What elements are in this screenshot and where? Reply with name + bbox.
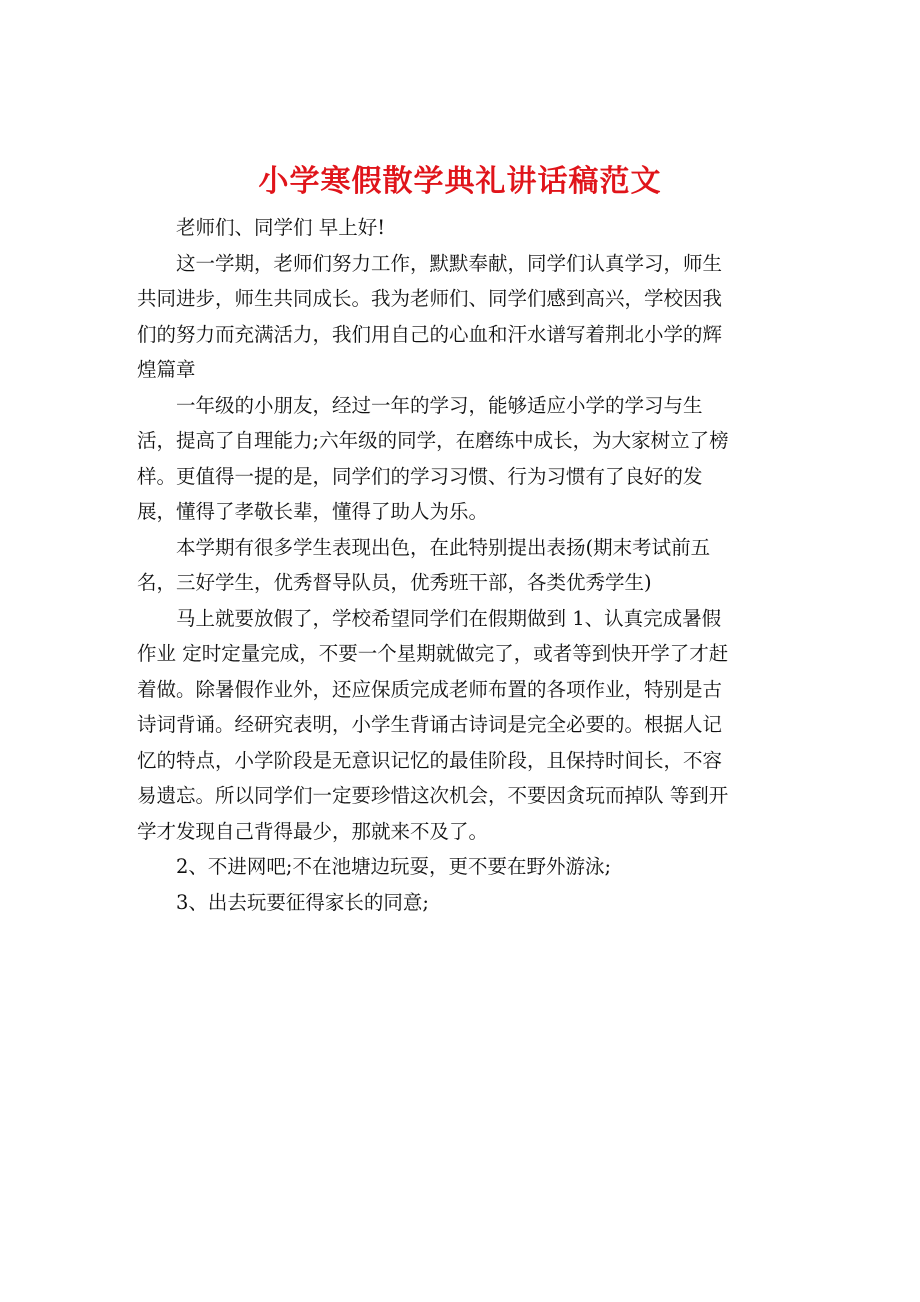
text-line: 本学期有很多学生表现出色，在此特别提出表扬(期末考试前五 xyxy=(176,535,711,559)
text-line: 马上就要放假了，学校希望同学们在假期做到 1、认真完成暑假 xyxy=(176,606,722,630)
text-line: 名，三好学生，优秀督导队员，优秀班干部，各类优秀学生) xyxy=(137,571,652,594)
text-line: 老师们、同学们 早上好! xyxy=(176,216,386,239)
text-line: 3、出去玩要征得家长的同意; xyxy=(176,890,429,914)
paragraph xyxy=(137,246,783,388)
text-line: 活，提高了自理能力;六年级的同学，在磨练中成长，为大家树立了榜 xyxy=(137,429,729,452)
text-line: 一年级的小朋友，经过一年的学习，能够适应小学的学习与生 xyxy=(176,393,703,417)
text-line: 学才发现自己背得最少，那就来不及了。 xyxy=(137,819,489,843)
text-line: 诗词背诵。经研究表明，小学生背诵古诗词是完全必要的。根据人记 xyxy=(137,713,723,736)
text-line: 共同进步，师生共同成长。我为老师们、同学们感到高兴，学校因我 xyxy=(137,287,723,310)
text-line: 们的努力而充满活力，我们用自己的心血和汗水谱写着荆北小学的辉 xyxy=(137,322,723,346)
paragraph xyxy=(137,388,783,530)
document-title: 小学寒假散学典礼讲话稿范文 xyxy=(258,164,662,199)
paragraph xyxy=(137,210,783,246)
paragraph xyxy=(137,885,783,921)
paragraph xyxy=(137,849,783,885)
text-line: 展，懂得了孝敬长辈，懂得了助人为乐。 xyxy=(137,500,489,523)
paragraph xyxy=(137,530,783,601)
document-body xyxy=(137,210,783,920)
paragraph xyxy=(137,601,783,850)
text-line: 煌篇章 xyxy=(137,358,196,381)
text-line: 作业 定时定量完成，不要一个星期就做完了，或者等到快开学了才赶 xyxy=(137,642,729,665)
text-line: 样。更值得一提的是，同学们的学习习惯、行为习惯有了良好的发 xyxy=(137,464,703,488)
text-line: 忆的特点，小学阶段是无意识记忆的最佳阶段，且保持时间长，不容 xyxy=(137,748,723,772)
text-line: 这一学期，老师们努力工作，默默奉献，同学们认真学习，师生 xyxy=(176,251,723,275)
text-line: 易遗忘。所以同学们一定要珍惜这次机会，不要因贪玩而掉队 等到开 xyxy=(137,784,729,807)
text-line: 着做。除暑假作业外，还应保质完成老师布置的各项作业，特别是古 xyxy=(137,677,723,701)
text-line: 2、不进网吧;不在池塘边玩耍，更不要在野外游泳; xyxy=(176,855,612,878)
